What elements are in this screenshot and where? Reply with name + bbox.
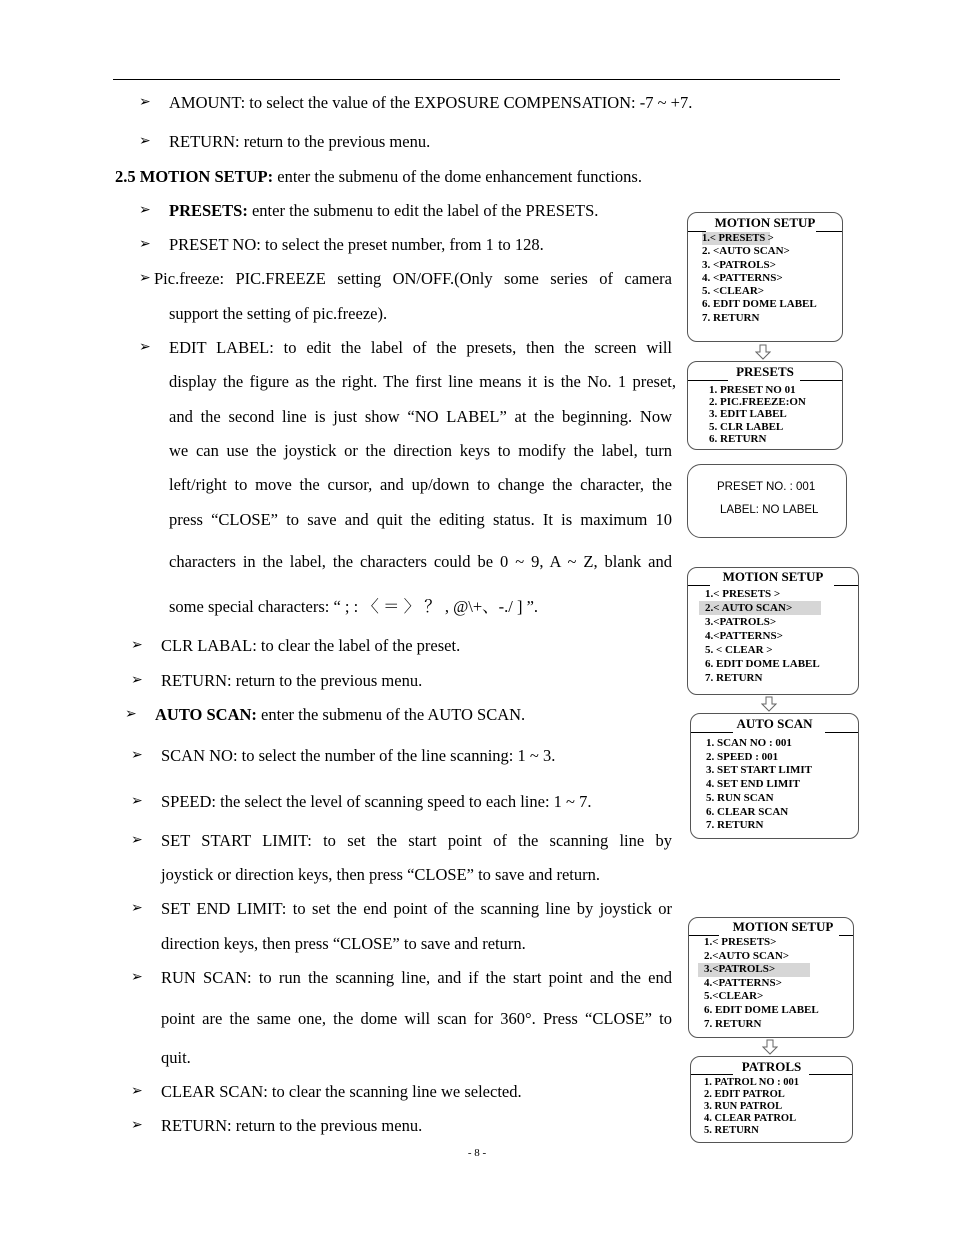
down-arrow-icon bbox=[761, 696, 777, 712]
bullet-arrow-icon: ➢ bbox=[131, 1084, 143, 1099]
edit-label-line-2: display the figure as the right. The first line means it is the No. 1 preset, bbox=[169, 372, 676, 391]
bullet-arrow-icon: ➢ bbox=[131, 901, 143, 916]
osd-title-rule bbox=[809, 1074, 852, 1075]
osd-item-clear: 5.<CLEAR> bbox=[704, 990, 764, 1003]
osd-menu-list bbox=[706, 737, 812, 833]
osd-item-auto-scan: 2.< AUTO SCAN> bbox=[699, 601, 821, 615]
osd-item-preset-no: 1. PRESET NO 01 bbox=[709, 384, 796, 396]
set-end-line-1: SET END LIMIT: to set the end point of the scanning line by joystick or bbox=[161, 899, 672, 918]
return-text: RETURN: return to the previous menu. bbox=[161, 671, 423, 690]
bullet-arrow-icon: ➢ bbox=[131, 673, 143, 688]
bullet-arrow-icon: ➢ bbox=[131, 1118, 143, 1133]
osd-title-rule bbox=[688, 585, 710, 586]
osd-presets bbox=[687, 361, 843, 450]
osd-item-edit-dome-label: 6. EDIT DOME LABEL bbox=[705, 658, 820, 670]
osd-item-presets: 1.< PRESETS> bbox=[704, 936, 777, 948]
osd-motion-setup-2 bbox=[687, 567, 859, 695]
osd-menu-list bbox=[705, 587, 821, 685]
osd-title-rule bbox=[800, 380, 842, 381]
edit-label-line-4: we can use the joystick or the direction keys to modify the label, turn bbox=[169, 441, 672, 460]
osd-item-clear-scan: 6. CLEAR SCAN bbox=[706, 805, 789, 818]
osd-label-screen bbox=[687, 464, 847, 538]
bullet-arrow-icon: ➢ bbox=[139, 340, 151, 355]
osd-item-scan-no: 1. SCAN NO : 001 bbox=[706, 737, 792, 749]
presets-label: PRESETS: bbox=[169, 201, 248, 220]
osd-item-edit-patrol: 2. EDIT PATROL bbox=[704, 1089, 785, 1100]
page-number: - 8 - bbox=[467, 1147, 487, 1159]
osd-item-return: 5. RETURN bbox=[704, 1125, 759, 1136]
osd-item-auto-scan: 2.<AUTO SCAN> bbox=[704, 949, 790, 962]
osd-title: PRESETS bbox=[736, 364, 794, 379]
special-chars-text: some special characters: “ ; : 〈 ＝ 〉 ？ , @\+、-./ ] ”. bbox=[169, 597, 539, 616]
section-heading-label: 2.5 MOTION SETUP: bbox=[115, 167, 274, 186]
auto-scan-desc: enter the submenu of the AUTO SCAN. bbox=[256, 705, 526, 724]
down-arrow-icon bbox=[755, 344, 771, 360]
osd-item-return: 7. RETURN bbox=[702, 311, 760, 324]
osd-item-patrols: 3.<PATROLS> bbox=[705, 616, 777, 628]
osd-item-auto-scan: 2. <AUTO SCAN> bbox=[702, 245, 790, 258]
set-end-line-2: direction keys, then press “CLOSE” to save and return. bbox=[161, 934, 526, 953]
edit-label-line-6: press “CLOSE” to save and quit the editing status. It is maximum 10 bbox=[169, 510, 672, 529]
osd-menu-list bbox=[704, 1077, 799, 1137]
presets-desc: enter the submenu to edit the label of the PRESETS. bbox=[247, 201, 599, 220]
preset-no-text: PRESET NO: to select the preset number, from 1 to 128. bbox=[169, 235, 544, 254]
osd-item-clear: 5. < CLEAR > bbox=[705, 644, 773, 656]
run-scan-line-1: RUN SCAN: to run the scanning line, and if the start point and the end bbox=[161, 968, 672, 987]
osd-item-edit-dome-label: 6. EDIT DOME LABEL bbox=[702, 298, 817, 311]
run-scan-line-3: quit. bbox=[161, 1048, 191, 1067]
osd-title-rule bbox=[834, 585, 858, 586]
bullet-arrow-icon: ➢ bbox=[125, 707, 137, 722]
set-start-line-2: joystick or direction keys, then press “CLOSE” to save and return. bbox=[161, 865, 600, 884]
bullet-arrow-icon: ➢ bbox=[139, 271, 151, 286]
osd-title-rule bbox=[825, 732, 858, 733]
bullet-arrow-icon: ➢ bbox=[131, 638, 143, 653]
osd-title: PATROLS bbox=[741, 1059, 802, 1074]
osd-motion-setup-1 bbox=[687, 212, 843, 342]
osd-item-set-end-limit: 4. SET END LIMIT bbox=[706, 778, 800, 791]
osd-title: MOTION SETUP bbox=[732, 919, 834, 934]
bullet-arrow-icon: ➢ bbox=[139, 237, 151, 252]
bullet-arrow-icon: ➢ bbox=[131, 794, 143, 809]
osd-item-edit-label: 3. EDIT LABEL bbox=[709, 408, 787, 421]
osd-item-clear: 5. <CLEAR> bbox=[702, 285, 765, 298]
section-heading-text: enter the submenu of the dome enhancement functions. bbox=[273, 167, 642, 186]
edit-label-line-1: EDIT LABEL: to edit the label of the presets, then the screen will bbox=[169, 338, 672, 357]
osd-menu-list bbox=[704, 936, 819, 1031]
edit-label-line-7: characters in the label, the characters could be 0 ~ 9, A ~ Z, blank and bbox=[169, 552, 672, 571]
bullet-arrow-icon: ➢ bbox=[139, 203, 151, 218]
osd-item-presets: 1.< PRESETS > bbox=[705, 588, 781, 600]
pic-freeze-text-1: Pic.freeze: PIC.FREEZE setting ON/OFF.(Only some series of camera bbox=[154, 269, 672, 288]
scan-no-text: SCAN NO: to select the number of the line scanning: 1 ~ 3. bbox=[161, 746, 556, 765]
auto-scan-label: AUTO SCAN: bbox=[155, 705, 257, 724]
osd-menu-list bbox=[702, 232, 817, 325]
return-text: RETURN: return to the previous menu. bbox=[169, 132, 431, 151]
bullet-arrow-icon: ➢ bbox=[139, 134, 151, 149]
osd-item-return: 6. RETURN bbox=[709, 432, 767, 445]
osd-item-return: 7. RETURN bbox=[705, 672, 763, 684]
osd-item-patrol-no: 1. PATROL NO : 001 bbox=[704, 1077, 799, 1088]
section-heading bbox=[115, 167, 642, 187]
osd-auto-scan bbox=[690, 713, 859, 839]
osd-title: AUTO SCAN bbox=[736, 716, 813, 731]
clear-scan-text: CLEAR SCAN: to clear the scanning line we selected. bbox=[161, 1082, 522, 1101]
down-arrow-icon bbox=[762, 1039, 778, 1055]
return-text: RETURN: return to the previous menu. bbox=[161, 1116, 423, 1135]
auto-scan-text bbox=[155, 705, 525, 725]
osd-item-return: 7. RETURN bbox=[706, 819, 764, 832]
set-start-line-1: SET START LIMIT: to set the start point of the scanning line by bbox=[161, 831, 672, 850]
osd-item-clr-label: 5. CLR LABEL bbox=[709, 420, 784, 433]
pic-freeze-text-2: support the setting of pic.freeze). bbox=[169, 304, 388, 323]
bullet-arrow-icon: ➢ bbox=[131, 833, 143, 848]
osd-motion-setup-3 bbox=[688, 917, 854, 1038]
osd-label-readout: LABEL: NO LABEL bbox=[720, 504, 819, 516]
osd-item-patterns: 4.<PATTERNS> bbox=[704, 976, 782, 989]
osd-item-edit-dome-label: 6. EDIT DOME LABEL bbox=[704, 1003, 819, 1016]
osd-item-run-scan: 5. RUN SCAN bbox=[706, 791, 774, 804]
presets-text bbox=[169, 201, 598, 221]
osd-item-clear-patrol: 4. CLEAR PATROL bbox=[704, 1113, 797, 1124]
clr-label-text: CLR LABAL: to clear the label of the preset. bbox=[161, 636, 461, 655]
osd-item-set-start-limit: 3. SET START LIMIT bbox=[706, 764, 812, 777]
osd-item-patrols: 3.<PATROLS> bbox=[698, 963, 810, 977]
osd-title-rule bbox=[839, 935, 853, 936]
osd-item-return: 7. RETURN bbox=[704, 1017, 762, 1030]
osd-item-pic-freeze: 2. PIC.FREEZE:ON bbox=[709, 396, 806, 409]
amount-text: AMOUNT: to select the value of the EXPOSURE COMPENSATION: -7 ~ +7. bbox=[169, 93, 693, 112]
osd-title-rule bbox=[816, 231, 842, 232]
edit-label-line-5: left/right to move the cursor, and up/down to change the character, the bbox=[169, 475, 672, 494]
osd-title: MOTION SETUP bbox=[714, 215, 816, 230]
osd-item-run-patrol: 3. RUN PATROL bbox=[704, 1101, 783, 1112]
osd-item-presets: 1.< PRESETS > bbox=[702, 233, 774, 244]
osd-title-rule bbox=[691, 732, 733, 733]
osd-title-rule bbox=[688, 380, 728, 381]
edit-label-line-3: and the second line is just show “NO LABEL” at the beginning. Now bbox=[169, 407, 672, 426]
osd-patrols bbox=[690, 1056, 853, 1143]
osd-item-patterns: 4. <PATTERNS> bbox=[702, 271, 783, 284]
osd-item-patterns: 4.<PATTERNS> bbox=[705, 630, 783, 642]
header-rule bbox=[113, 79, 840, 80]
speed-text: SPEED: the select the level of scanning speed to each line: 1 ~ 7. bbox=[161, 792, 592, 811]
bullet-arrow-icon: ➢ bbox=[131, 748, 143, 763]
bullet-arrow-icon: ➢ bbox=[139, 95, 151, 110]
bullet-arrow-icon: ➢ bbox=[131, 970, 143, 985]
osd-preset-no-readout: PRESET NO. : 001 bbox=[717, 481, 816, 493]
osd-title: MOTION SETUP bbox=[722, 569, 824, 584]
osd-item-speed: 2. SPEED : 001 bbox=[706, 750, 779, 763]
osd-title-rule bbox=[691, 1074, 733, 1075]
osd-menu-list bbox=[709, 384, 806, 445]
run-scan-line-2: point are the same one, the dome will scan for 360°. Press “CLOSE” to bbox=[161, 1009, 672, 1028]
osd-item-patrols: 3. <PATROLS> bbox=[702, 258, 776, 271]
